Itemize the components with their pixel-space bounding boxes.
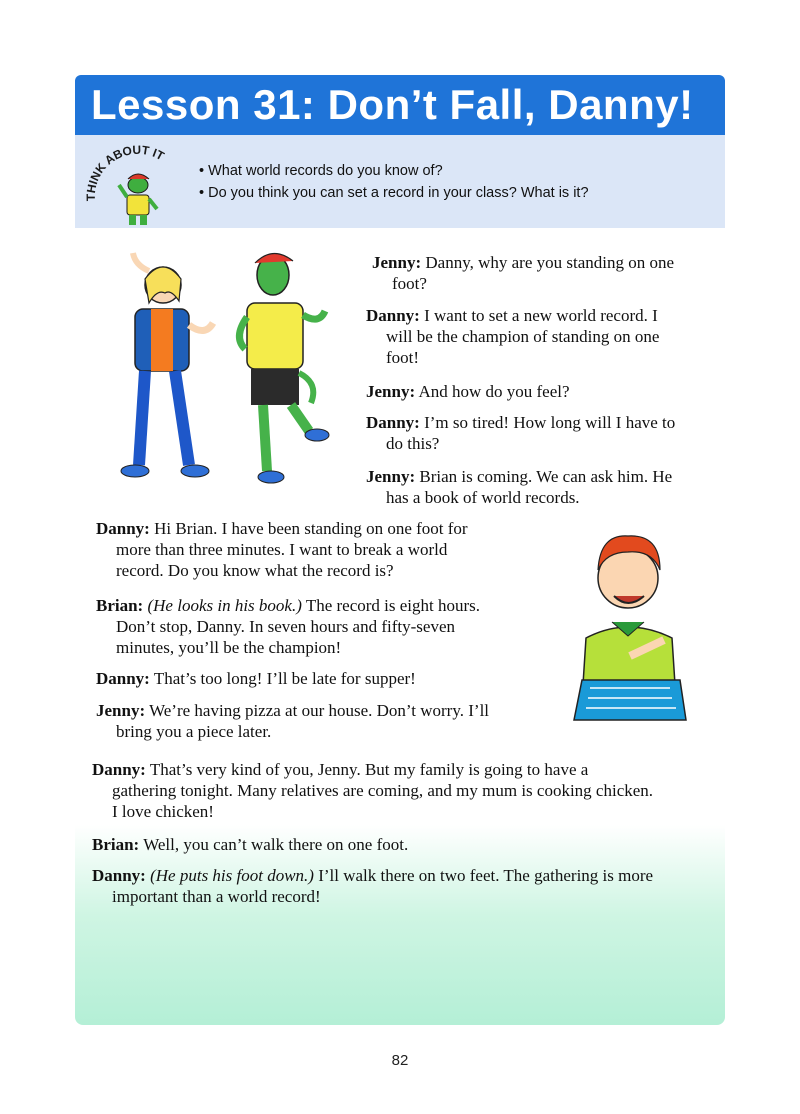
stage-direction: (He looks in his book.) xyxy=(147,596,302,615)
dialogue-line xyxy=(366,412,675,454)
dialogue-line xyxy=(366,305,659,368)
speaker-name: Danny: xyxy=(92,866,146,885)
dialogue-text: Well, you can’t walk there on one foot. xyxy=(143,835,409,854)
speaker-name: Brian: xyxy=(92,835,140,854)
dialogue-text: minutes, you’ll be the champion! xyxy=(116,638,342,657)
dialogue-text: gathering tonight. Many relatives are coming, and my mum is cooking chicken. xyxy=(112,781,654,800)
think-question-1: • What world records do you know of? xyxy=(199,163,443,179)
dialogue-text: foot! xyxy=(386,348,420,367)
think-about-it-panel xyxy=(75,135,725,228)
speaker-name: Jenny: xyxy=(366,467,416,486)
dialogue-text: has a book of world records. xyxy=(386,488,580,507)
dialogue-text: Danny, why are you standing on one xyxy=(425,253,675,272)
dialogue-text: Brian is coming. We can ask him. He xyxy=(419,467,673,486)
dialogue-text: I love chicken! xyxy=(112,802,214,821)
stage-direction: (He puts his foot down.) xyxy=(150,866,314,885)
dialogue-line xyxy=(96,518,468,581)
speaker-name: Jenny: xyxy=(372,253,422,272)
dialogue-text: foot? xyxy=(392,274,427,293)
dialogue-text: Hi Brian. I have been standing on one foot for xyxy=(154,519,468,538)
dialogue-text: Don’t stop, Danny. In seven hours and fifty-seven xyxy=(116,617,455,636)
think-question-2: • Do you think you can set a record in your class? What is it? xyxy=(199,185,589,201)
dialogue-line xyxy=(92,759,653,822)
jenny-and-danny-illustration xyxy=(105,245,345,505)
dialogue-text: important than a world record! xyxy=(112,887,321,906)
page-number: 82 xyxy=(391,1052,409,1069)
speaker-name: Brian: xyxy=(96,596,144,615)
dialogue-text: bring you a piece later. xyxy=(116,722,272,741)
dialogue-text: I want to set a new world record. I xyxy=(424,306,658,325)
dialogue-text: That’s very kind of you, Jenny. But my family is going to have a xyxy=(149,760,589,779)
lesson-title: Lesson 31: Don’t Fall, Danny! xyxy=(91,81,694,128)
dialogue-line xyxy=(372,252,674,294)
dialogue-line xyxy=(92,834,408,855)
speaker-name: Jenny: xyxy=(366,382,416,401)
think-about-it-label: THINK ABOUT IT xyxy=(83,142,167,202)
dialogue-text: And how do you feel? xyxy=(418,382,570,401)
dialogue-text: I’ll walk there on two feet. The gathering is more xyxy=(313,866,654,885)
dialogue-text: will be the champion of standing on one xyxy=(386,327,660,346)
speaker-name: Danny: xyxy=(96,519,150,538)
dialogue-line xyxy=(96,595,480,658)
speaker-name: Danny: xyxy=(366,306,420,325)
green-background-panel xyxy=(75,825,725,1025)
dialogue-text: record. Do you know what the record is? xyxy=(116,561,394,580)
brian-illustration xyxy=(560,520,700,750)
dialogue-text: do this? xyxy=(386,434,440,453)
dialogue-text: more than three minutes. I want to break a world xyxy=(116,540,448,559)
speaker-name: Danny: xyxy=(96,669,150,688)
dialogue-line xyxy=(96,700,489,742)
dialogue-line xyxy=(366,466,672,508)
dialogue-line xyxy=(96,668,416,689)
dialogue-text: The record is eight hours. xyxy=(301,596,481,615)
think-about-it-dinosaur-icon xyxy=(83,141,193,227)
speaker-name: Danny: xyxy=(92,760,146,779)
dialogue-line xyxy=(92,865,653,907)
dialogue-text: That’s too long! I’ll be late for supper! xyxy=(153,669,416,688)
speaker-name: Jenny: xyxy=(96,701,146,720)
dialogue-line xyxy=(366,381,570,402)
dialogue-text: We’re having pizza at our house. Don’t worry. I’ll xyxy=(149,701,490,720)
speaker-name: Danny: xyxy=(366,413,420,432)
lesson-title-banner xyxy=(75,75,725,135)
dialogue-text: I’m so tired! How long will I have to xyxy=(424,413,676,432)
